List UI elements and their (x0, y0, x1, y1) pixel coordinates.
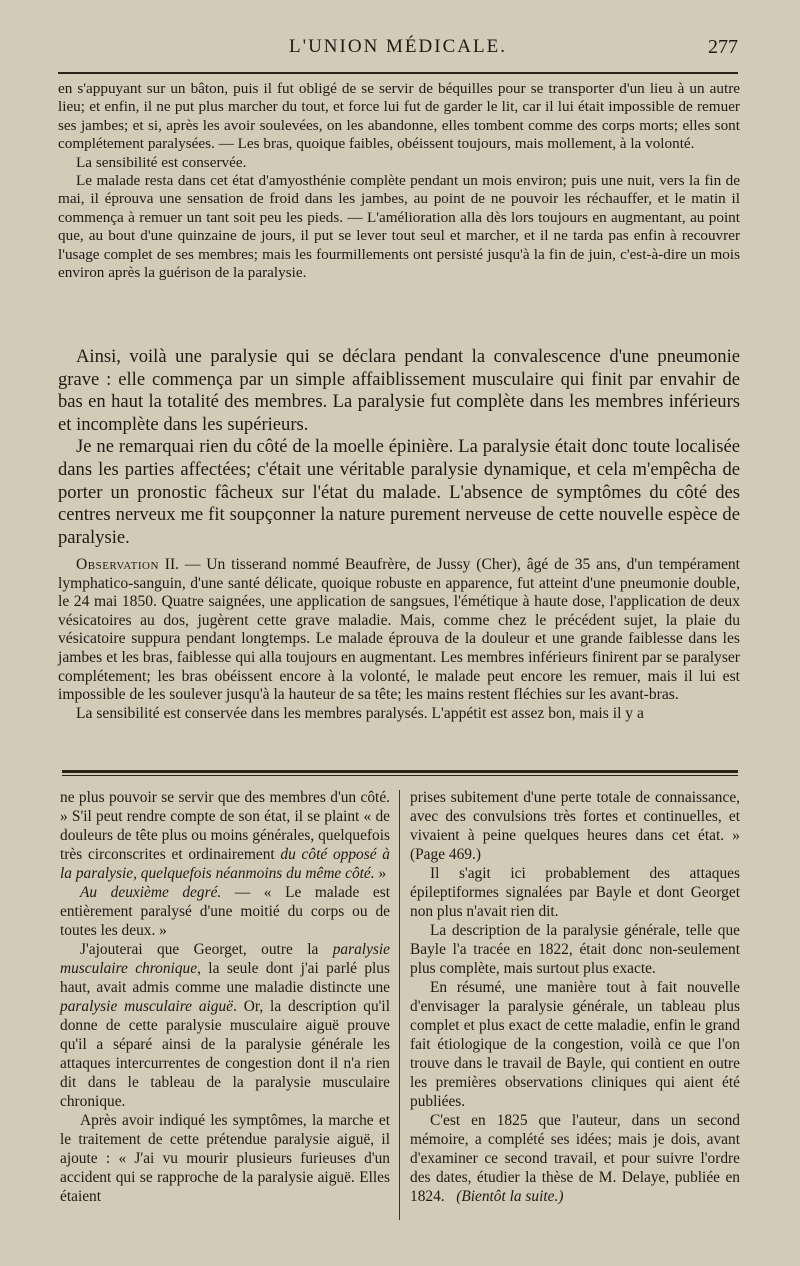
paragraph: J'ajouterai que Georget, outre la paralysie musculaire chronique, la seule dont j'ai parlé plus haut, avait admis comme une maladie distincte une paralysie musculaire aiguë. Or, la description qu'il donne de cette paralysie musculaire aiguë prouve qu'il a séparé ainsi de la paralysie générale les attaques intercurrentes de congestion dont il n'a rien dit dans le tableau de la paralysie musculaire chronique. (60, 941, 390, 1110)
section-rule-thin (62, 775, 738, 776)
paragraph: Au deuxième degré. — « Le malade est entièrement paralysé d'une moitié du corps ou de toutes les deux. » (60, 884, 390, 939)
feuilleton-left-column (60, 788, 390, 1206)
page-number: 277 (708, 36, 738, 58)
paragraph: La sensibilité est conservée. (76, 153, 247, 171)
paragraph: Ainsi, voilà une paralysie qui se déclara pendant la convalescence d'une pneumonie grave : elle commença par un simple affaiblissement musculaire qui finit par envahir de bas en haut la totalité des membres. La paralysie fut complète dans les membres inférieurs et incomplète dans les supérieurs. (58, 346, 740, 435)
feuilleton-right-column (410, 788, 740, 1206)
running-title: L'UNION MÉDICALE. (289, 36, 507, 57)
section-rule (62, 770, 738, 773)
paragraph: La sensibilité est conservée dans les membres paralysés. L'appétit est assez bon, mais il y a (76, 704, 644, 722)
observation-number: II. (164, 556, 180, 573)
paragraph: en s'appuyant sur un bâton, puis il fut obligé de se servir de béquilles pour se transporter d'un lieu à un autre lieu; et enfin, il ne put plus marcher du tout, et force lui fut de garder le lit, car il lui était impossible de remuer ses jambes; et si, après les avoir soulevées, on les abandonne, elles tombent comme des corps morts; elles sont complétement paralysées. — Les bras, quoique faibles, obéissent toujours, mais mollement, à la volonté. (58, 80, 740, 153)
commentary-block (58, 346, 740, 549)
observation-label: Observation (76, 556, 159, 573)
case-continuation (58, 80, 740, 282)
paragraph: Après avoir indiqué les symptômes, la marche et le traitement de cette prétendue paralysie aiguë, il ajoute : « J'ai vu mourir plusieurs furieuses d'un accident qui se rapproche de la paralysie aiguë. Elles étaient (60, 1112, 390, 1205)
paragraph: ne plus pouvoir se servir que des membres d'un côté. » S'il peut rendre compte de son état, il se plaint « de douleurs de tête plus ou moins générales, quelquefois très circonscrites et ordinairement du côté opposé à la paralysie, quelquefois néanmoins du même côté. » (60, 789, 390, 882)
paragraph: Il s'agit ici probablement des attaques épileptiformes signalées par Bayle et dont Georget non plus n'avait rien dit. (410, 865, 740, 920)
paragraph: La description de la paralysie générale, telle que Bayle l'a tracée en 1822, était donc non-seulement plus complète, mais surtout plus exacte. (410, 922, 740, 977)
observation-block (58, 556, 740, 723)
paragraph: Le malade resta dans cet état d'amyosthénie complète pendant un mois environ; puis une nuit, vers la fin de mai, il éprouva une sensation de froid dans les jambes, au point de ne pouvoir les réchauffer, et le matin il commença à remuer un tant soit peu les pieds. — L'amélioration alla dès lors toujours en augmentant, au point que, au bout d'une quinzaine de jours, il put se lever tout seul et marcher, et il ne tarda pas enfin à recouvrer l'usage complet de ses membres; mais les fourmillements ont persisté jusqu'à la fin de juin, c'est-à-dire un mois environ après la guérison de la paralysie. (58, 172, 740, 282)
paragraph: Je ne remarquai rien du côté de la moelle épinière. La paralysie était donc toute localisée dans les parties affectées; c'était une véritable paralysie dynamique, et cela m'empêcha de porter un pronostic fâcheux sur l'état du malade. L'absence de symptômes du côté des centres nerveux me fit soupçonner la nature purement nerveuse de cette nouvelle espèce de paralysie. (58, 436, 740, 548)
column-divider (399, 790, 400, 1220)
continuation-note: (Bientôt la suite.) (456, 1188, 564, 1205)
paragraph: prises subitement d'une perte totale de connaissance, avec des convulsions très fortes et continuelles, et vivaient à peine quelques heures dans cet état. » (Page 469.) (410, 789, 740, 863)
paragraph: C'est en 1825 que l'auteur, dans un second mémoire, a complété ses idées; mais je dois, avant d'examiner ce second travail, et pour suivre l'ordre des dates, étudier la thèse de M. Delaye, publiée en 1824. (Bientôt la suite.) (410, 1112, 740, 1205)
paragraph: En résumé, une manière tout à fait nouvelle d'envisager la paralysie générale, un tableau plus complet et plus exact de cette maladie, enfin le grand fait étiologique de la congestion, voilà ce que l'on trouve dans le travail de Bayle, qui contient en outre les premières observations cliniques qui aient été publiées. (410, 979, 740, 1110)
observation-text: — Un tisserand nommé Beaufrère, de Jussy (Cher), âgé de 35 ans, d'un tempérament lymphatico-sanguin, d'une santé délicate, quoique robuste en apparence, fut atteint d'une pneumonie double, le 24 mai 1850. Quatre saignées, une application de sangsues, l'émétique à haute dose, l'application de deux vésicatoires au dos, jugèrent cette grave maladie. Mais, comme chez le précédent sujet, la plaie du vésicatoire suppura pendant longtemps. Le malade éprouva de la douleur et une grande faiblesse dans les jambes et les bras, faiblesse qui alla toujours en augmentant. Les membres inférieurs finirent par se paralyser complétement; les bras obéissent encore à la volonté, le malade peut encore les remuer, mais il lui est impossible de les soulever jusqu'à la hauteur de sa tête; les mains restent fléchies sur les avant-bras. (58, 556, 741, 704)
observation-paragraph (58, 556, 740, 705)
page-header (58, 32, 738, 66)
header-rule (58, 72, 738, 74)
